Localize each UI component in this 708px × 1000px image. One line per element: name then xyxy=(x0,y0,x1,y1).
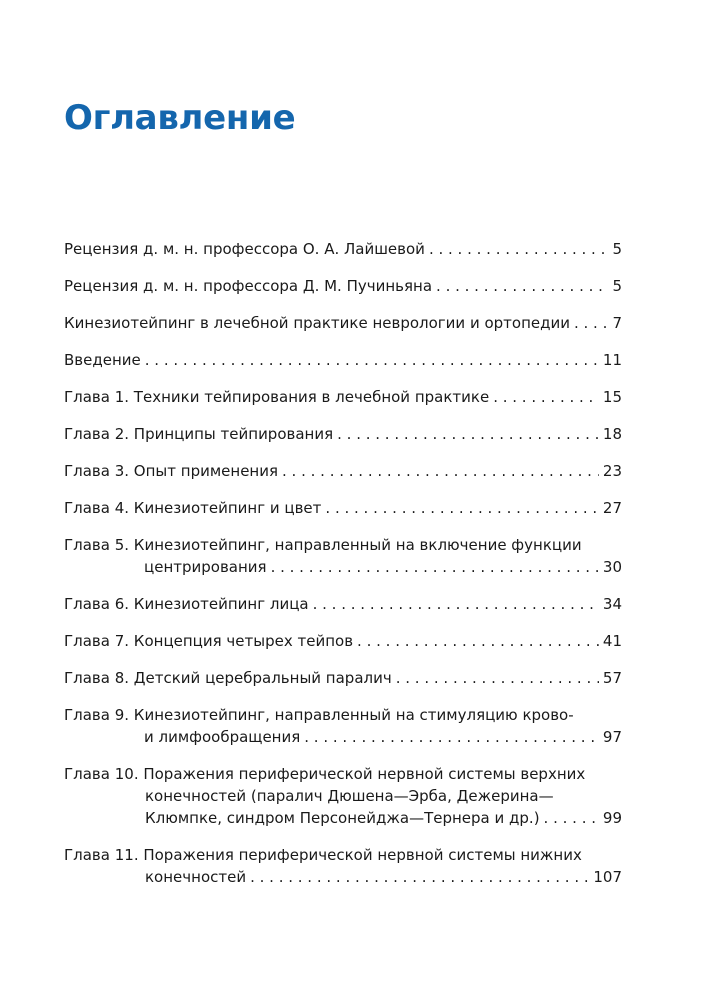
toc-page-number: 18 xyxy=(602,425,622,443)
dot-leader xyxy=(493,386,599,408)
dot-leader xyxy=(574,312,608,334)
toc-entry-title: Глава 4. Кинезиотейпинг и цвет xyxy=(64,499,322,517)
toc-entry-title-continued: конечностей xyxy=(145,868,247,886)
toc-entry-title: Глава 9. Кинезиотейпинг, направленный на стимуляцию крово- xyxy=(64,706,574,724)
toc-page-number: 107 xyxy=(593,868,622,886)
toc-entry-title: Глава 3. Опыт применения xyxy=(64,462,279,480)
toc-entry-title: Глава 5. Кинезиотейпинг, направленный на включение функции xyxy=(64,536,582,554)
toc-entry[interactable] xyxy=(64,630,622,652)
dot-leader xyxy=(337,423,599,445)
toc-entry[interactable] xyxy=(64,238,622,260)
toc-page-number: 5 xyxy=(612,277,622,295)
dot-leader xyxy=(396,667,599,689)
toc-entry-title: Глава 8. Детский церебральный паралич xyxy=(64,669,392,687)
toc-page-number: 97 xyxy=(602,728,622,746)
toc-entry[interactable] xyxy=(64,460,622,482)
toc-page-number: 41 xyxy=(602,632,622,650)
toc-entry[interactable] xyxy=(64,275,622,297)
toc-entry[interactable] xyxy=(64,667,622,689)
dot-leader xyxy=(250,866,589,888)
toc-entry-title-continued: центрирования xyxy=(144,558,267,576)
toc-page-number: 23 xyxy=(602,462,622,480)
toc-page-number: 99 xyxy=(602,809,622,827)
toc-entry[interactable] xyxy=(64,534,622,578)
toc-entry-title: Рецензия д. м. н. профессора О. А. Лайшевой xyxy=(64,240,425,258)
toc-entry[interactable] xyxy=(64,704,622,748)
toc-entry-title: Глава 1. Техники тейпирования в лечебной практике xyxy=(64,388,490,406)
toc-entry[interactable] xyxy=(64,844,622,888)
toc-entry-title: Введение xyxy=(64,351,141,369)
toc-entry-title: Кинезиотейпинг в лечебной практике неврологии и ортопедии xyxy=(64,314,570,332)
toc-entry-title: Глава 7. Концепция четырех тейпов xyxy=(64,632,354,650)
toc-entry[interactable] xyxy=(64,763,622,829)
table-of-contents xyxy=(64,238,622,903)
toc-entry-title: Глава 6. Кинезиотейпинг лица xyxy=(64,595,309,613)
toc-entry-title: Рецензия д. м. н. профессора Д. М. Пучиньяна xyxy=(64,277,433,295)
page-title: Оглавление xyxy=(64,98,296,138)
toc-entry-title-continued: и лимфообращения xyxy=(144,728,301,746)
dot-leader xyxy=(357,630,599,652)
toc-entry-title: Глава 2. Принципы тейпирования xyxy=(64,425,334,443)
dot-leader xyxy=(282,460,599,482)
toc-entry[interactable] xyxy=(64,497,622,519)
toc-entry-title: Глава 11. Поражения периферической нервной системы нижних xyxy=(64,846,582,864)
toc-page-number: 30 xyxy=(602,558,622,576)
dot-leader xyxy=(544,807,599,829)
toc-page-number: 11 xyxy=(602,351,622,369)
toc-page-number: 7 xyxy=(612,314,622,332)
toc-entry-title-continued: Клюмпке, синдром Персонейджа—Тернера и др.) xyxy=(145,809,540,827)
toc-entry[interactable] xyxy=(64,386,622,408)
dot-leader xyxy=(325,497,599,519)
dot-leader xyxy=(313,593,599,615)
dot-leader xyxy=(145,349,599,371)
toc-page-number: 34 xyxy=(602,595,622,613)
dot-leader xyxy=(436,275,608,297)
toc-page-number: 57 xyxy=(602,669,622,687)
toc-entry-title-continued: конечностей (паралич Дюшена—Эрба, Дежерина— xyxy=(145,787,554,805)
toc-entry-title: Глава 10. Поражения периферической нервной системы верхних xyxy=(64,765,586,783)
toc-page-number: 27 xyxy=(602,499,622,517)
toc-entry[interactable] xyxy=(64,423,622,445)
dot-leader xyxy=(429,238,609,260)
dot-leader xyxy=(271,556,599,578)
toc-page-number: 15 xyxy=(602,388,622,406)
toc-entry[interactable] xyxy=(64,349,622,371)
toc-entry[interactable] xyxy=(64,312,622,334)
toc-entry[interactable] xyxy=(64,593,622,615)
dot-leader xyxy=(304,726,599,748)
toc-page-number: 5 xyxy=(612,240,622,258)
